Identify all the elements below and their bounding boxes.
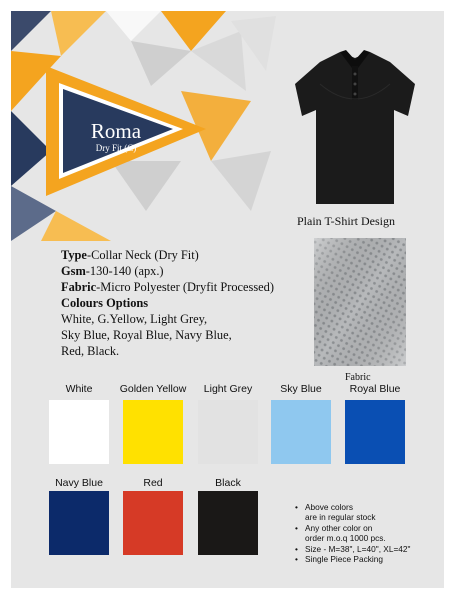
spec-type-value: -Collar Neck (Dry Fit) [86, 248, 199, 262]
product-specs [61, 247, 274, 359]
spec-fabric-label: Fabric [61, 280, 97, 294]
fabric-image [314, 238, 406, 366]
swatch-label-black: Black [215, 477, 241, 489]
bullet-icon: • [295, 554, 298, 565]
swatch-label-white: White [65, 383, 93, 395]
colours-line: White, G.Yellow, Light Grey, [61, 312, 208, 326]
spec-gsm [61, 263, 274, 279]
swatch-sky-blue [271, 400, 331, 464]
swatch-golden-yellow [123, 400, 183, 464]
bullet-icon: • [295, 502, 298, 512]
swatch-label-golden-yellow: Golden Yellow [119, 383, 187, 395]
swatch-black [198, 491, 258, 555]
note-item: • Any other color on order m.o.q 1000 pcs. [295, 522, 386, 544]
swatch-navy-blue [49, 491, 109, 555]
colours-heading: Colours Options [61, 296, 149, 310]
bullet-icon: • [295, 522, 298, 533]
brochure-page [11, 11, 444, 588]
spec-type [61, 247, 274, 263]
polo-shirt-image [290, 44, 420, 209]
colours-line: Red, Black. [61, 344, 120, 358]
swatch-white [49, 400, 109, 464]
spec-type-label: Type [61, 248, 87, 262]
bullet-icon: • [295, 543, 298, 554]
fabric-caption: Fabric [345, 372, 371, 383]
stock-notes [295, 502, 410, 564]
spec-fabric [61, 279, 274, 295]
swatch-label-light-grey: Light Grey [203, 383, 253, 395]
swatch-label-sky-blue: Sky Blue [280, 383, 322, 395]
brand-name: Roma [90, 119, 142, 143]
swatch-label-red: Red [143, 477, 163, 489]
swatch-red [123, 491, 183, 555]
swatch-label-royal-blue: Royal Blue [349, 383, 401, 395]
note-item: • Single Piece Packing [295, 554, 383, 565]
brand-subtitle: Dry Fit (C) [95, 143, 137, 153]
spec-gsm-label: Gsm [61, 264, 86, 278]
shirt-caption: Plain T-Shirt Design [297, 214, 396, 228]
swatch-label-navy-blue: Navy Blue [55, 477, 103, 489]
colours-line: Sky Blue, Royal Blue, Navy Blue, [61, 328, 232, 342]
spec-fabric-value: -Micro Polyester (Dryfit Processed) [96, 280, 275, 294]
spec-gsm-value: -130-140 (apx.) [85, 264, 164, 278]
note-item: • Above colors are in regular stock [295, 502, 376, 523]
swatch-light-grey [198, 400, 258, 464]
swatch-royal-blue [345, 400, 405, 464]
note-item: • Size - M=38", L=40", XL=42" [295, 543, 411, 554]
